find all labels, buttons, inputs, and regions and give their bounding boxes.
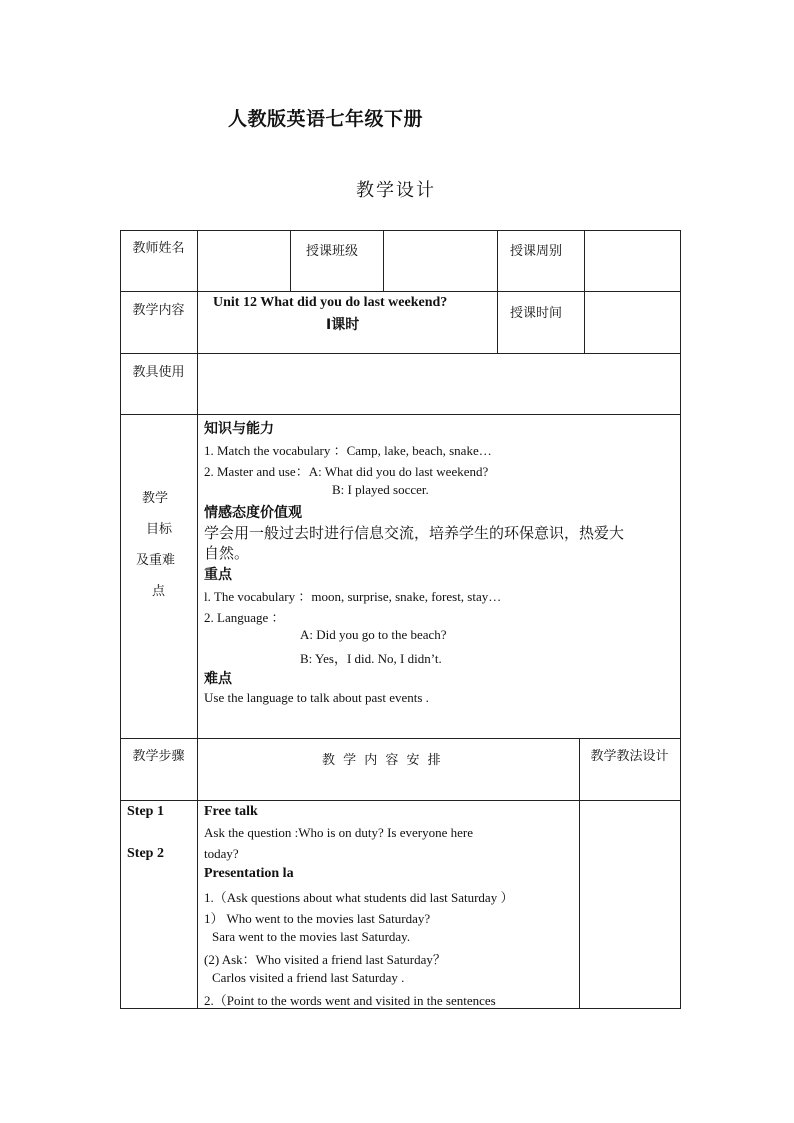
document-title: 人教版英语七年级下册 [228,108,424,130]
step-text: Carlos visited a friend last Saturday . [212,970,405,985]
teaching-tools-label: 教具使用 [132,365,185,380]
difficult-heading: 难点 [204,671,232,687]
step-label: Step 1 [127,804,164,819]
emotion-text: 自然。 [204,544,250,562]
key-point-item: l. The vocabulary ：moon, surprise, snake, forest, stay… [204,589,502,604]
step-text: 1.（Ask questions about what students did last Saturday ） [204,890,514,905]
presentation-heading: Presentation la [204,866,294,881]
document-subtitle: 教学设计 [356,180,436,201]
emotion-text: 学会用一般过去时进行信息交流，培养学生的环保意识，热爱大 [204,524,625,542]
goals-label-line: 教学 [142,491,169,506]
teaching-content-label: 教学内容 [132,303,185,318]
time-label: 授课时间 [510,306,563,321]
knowledge-item: 1. Match the vocabulary ：Camp, lake, beach, snake… [204,443,492,458]
knowledge-item: B: I played soccer. [332,482,429,497]
step-text: 2.（Point to the words went and visited in the sentences [204,993,496,1008]
goals-label-line: 目标 [146,522,173,537]
step-text: (2) Ask：Who visited a friend last Saturday？ [204,952,446,967]
key-points-heading: 重点 [204,567,232,583]
class-label: 授课班级 [306,244,359,259]
step-label: Step 2 [127,846,164,861]
content-arrangement-header: 教 学 内 容 安 排 [322,753,443,768]
key-point-item: A: Did you go to the beach? [300,627,447,642]
steps-header-label: 教学步骤 [132,749,185,764]
goals-label-line: 点 [152,584,166,599]
step-text: 1） Who went to the movies last Saturday? [204,911,431,926]
free-talk-heading: Free talk [204,804,258,819]
knowledge-item: 2. Master and use：A: What did you do last weekend? [204,464,489,479]
goals-label-line: 及重难 [136,553,176,568]
teacher-name-label: 教师姓名 [132,241,185,256]
key-point-item: B: Yes，I did. No, I didn’t. [300,651,442,666]
difficult-item: Use the language to talk about past events . [204,690,429,705]
emotion-heading: 情感态度价值观 [204,505,302,521]
step-text: Sara went to the movies last Saturday. [212,929,411,944]
knowledge-heading: 知识与能力 [204,421,274,437]
step-text: today? [204,846,239,861]
key-point-item: 2. Language ： [204,610,285,625]
step-text: Ask the question :Who is on duty? Is everyone here [204,825,473,840]
content-unit-title: Unit 12 What did you do last weekend? [213,295,448,310]
week-label: 授课周别 [510,244,563,259]
content-lesson: Ⅰ课时 [326,317,360,333]
method-header-label: 教学教法设计 [590,749,669,764]
